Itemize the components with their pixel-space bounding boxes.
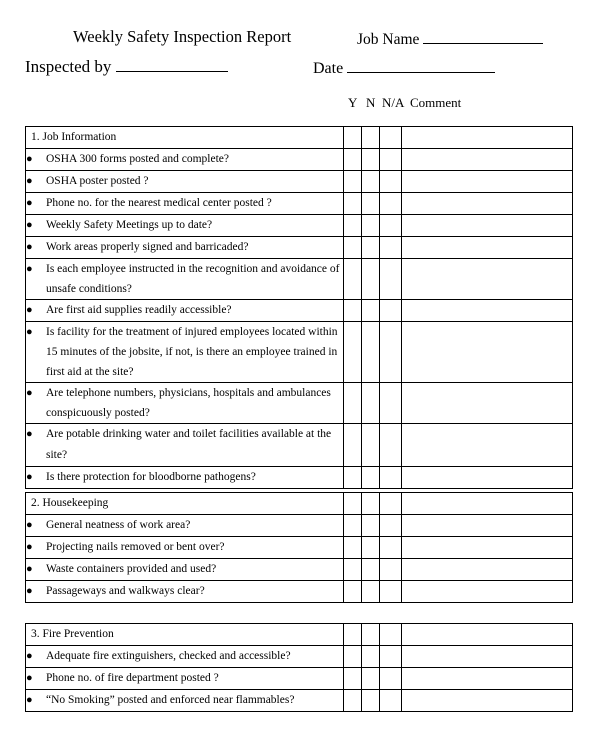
question-text: Are potable drinking water and toilet facilities available at the site? <box>46 428 332 461</box>
check-y[interactable] <box>344 259 362 300</box>
section-job-information <box>25 126 573 489</box>
checklist-row <box>26 259 573 300</box>
bullet-icon: ● <box>26 153 33 165</box>
check-y[interactable] <box>344 193 362 215</box>
bullet-icon: ● <box>26 519 33 531</box>
checklist-row <box>26 515 573 537</box>
comment-cell[interactable] <box>402 193 573 215</box>
check-na[interactable] <box>380 624 402 646</box>
comment-cell[interactable] <box>402 646 573 668</box>
check-n[interactable] <box>362 383 380 424</box>
job-name-line[interactable] <box>423 29 543 44</box>
section-housekeeping <box>25 492 573 603</box>
question-text: Waste containers provided and used? <box>46 563 217 575</box>
check-n[interactable] <box>362 690 380 712</box>
check-y[interactable] <box>344 537 362 559</box>
section-header-row <box>26 493 573 515</box>
check-na[interactable] <box>380 559 402 581</box>
checklist-row <box>26 424 573 467</box>
check-y[interactable] <box>344 624 362 646</box>
check-y[interactable] <box>344 668 362 690</box>
check-y[interactable] <box>344 215 362 237</box>
bullet-icon: ● <box>26 428 33 440</box>
bullet-icon: ● <box>26 585 33 597</box>
bullet-icon: ● <box>26 263 33 275</box>
comment-cell[interactable] <box>402 581 573 603</box>
question-text: General neatness of work area? <box>46 519 191 531</box>
check-n[interactable] <box>362 624 380 646</box>
check-na[interactable] <box>380 127 402 149</box>
checklist-row <box>26 193 573 215</box>
checklist-row <box>26 581 573 603</box>
bullet-icon: ● <box>26 241 33 253</box>
check-na[interactable] <box>380 424 402 467</box>
comment-cell[interactable] <box>402 424 573 467</box>
check-n[interactable] <box>362 424 380 467</box>
inspected-by-label: Inspected by <box>25 57 112 76</box>
check-n[interactable] <box>362 581 380 603</box>
col-header-y: Y <box>348 95 358 110</box>
check-na[interactable] <box>380 383 402 424</box>
job-name-label: Job Name <box>357 31 420 48</box>
question-text: Phone no. of fire department posted ? <box>46 672 219 684</box>
question-text: Projecting nails removed or bent over? <box>46 541 225 553</box>
section-title: 1. Job Information <box>26 127 344 149</box>
comment-cell[interactable] <box>402 322 573 383</box>
section-title: 3. Fire Prevention <box>26 624 344 646</box>
check-na[interactable] <box>380 493 402 515</box>
bullet-icon: ● <box>26 694 33 706</box>
bullet-icon: ● <box>26 650 33 662</box>
section-fire-prevention <box>25 623 573 712</box>
check-y[interactable] <box>344 559 362 581</box>
section-header-row <box>26 624 573 646</box>
bullet-icon: ● <box>26 563 33 575</box>
report-title: Weekly Safety Inspection Report <box>73 27 292 46</box>
question-text: Work areas properly signed and barricaded? <box>46 241 249 253</box>
check-na[interactable] <box>380 149 402 171</box>
check-n[interactable] <box>362 559 380 581</box>
bullet-icon: ● <box>26 387 33 399</box>
section-title: 2. Housekeeping <box>26 493 344 515</box>
checklist-row <box>26 149 573 171</box>
check-y[interactable] <box>344 127 362 149</box>
comment-cell[interactable] <box>402 300 573 322</box>
checklist-row <box>26 237 573 259</box>
check-na[interactable] <box>380 537 402 559</box>
comment-cell[interactable] <box>402 215 573 237</box>
check-y[interactable] <box>344 690 362 712</box>
checklist-row <box>26 690 573 712</box>
comment-cell[interactable] <box>402 624 573 646</box>
question-text: Are first aid supplies readily accessible? <box>46 304 232 316</box>
comment-cell[interactable] <box>402 690 573 712</box>
check-y[interactable] <box>344 149 362 171</box>
comment-cell[interactable] <box>402 171 573 193</box>
check-na[interactable] <box>380 300 402 322</box>
check-y[interactable] <box>344 515 362 537</box>
check-y[interactable] <box>344 322 362 383</box>
check-y[interactable] <box>344 171 362 193</box>
question-text: Is there protection for bloodborne pathogens? <box>46 471 256 483</box>
bullet-icon: ● <box>26 672 33 684</box>
comment-cell[interactable] <box>402 149 573 171</box>
question-text: “No Smoking” posted and enforced near flammables? <box>46 694 295 706</box>
bullet-icon: ● <box>26 304 33 316</box>
col-header-comment: Comment <box>410 95 462 110</box>
check-n[interactable] <box>362 193 380 215</box>
checklist-row <box>26 171 573 193</box>
check-n[interactable] <box>362 668 380 690</box>
question-text: OSHA poster posted ? <box>46 175 149 187</box>
check-n[interactable] <box>362 127 380 149</box>
comment-cell[interactable] <box>402 259 573 300</box>
question-text: Weekly Safety Meetings up to date? <box>46 219 213 231</box>
checklist-row <box>26 537 573 559</box>
question-text: Adequate fire extinguishers, checked and accessible? <box>46 650 291 662</box>
check-y[interactable] <box>344 493 362 515</box>
checklist-row <box>26 383 573 424</box>
comment-cell[interactable] <box>402 537 573 559</box>
check-na[interactable] <box>380 237 402 259</box>
check-y[interactable] <box>344 581 362 603</box>
check-n[interactable] <box>362 300 380 322</box>
check-n[interactable] <box>362 149 380 171</box>
check-na[interactable] <box>380 668 402 690</box>
check-na[interactable] <box>380 215 402 237</box>
bullet-icon: ● <box>26 326 33 338</box>
checklist-row <box>26 215 573 237</box>
section-header-row <box>26 127 573 149</box>
col-header-n: N <box>366 95 376 110</box>
bullet-icon: ● <box>26 197 33 209</box>
check-y[interactable] <box>344 300 362 322</box>
check-y[interactable] <box>344 424 362 467</box>
comment-cell[interactable] <box>402 493 573 515</box>
question-text: Phone no. for the nearest medical center posted ? <box>46 197 272 209</box>
check-na[interactable] <box>380 515 402 537</box>
comment-cell[interactable] <box>402 559 573 581</box>
checklist-row <box>26 322 573 383</box>
bullet-icon: ● <box>26 175 33 187</box>
check-n[interactable] <box>362 259 380 300</box>
check-y[interactable] <box>344 237 362 259</box>
checklist-row <box>26 300 573 322</box>
check-na[interactable] <box>380 171 402 193</box>
question-text: Passageways and walkways clear? <box>46 585 205 597</box>
inspected-by-line[interactable] <box>116 57 228 72</box>
check-y[interactable] <box>344 383 362 424</box>
date-label: Date <box>313 60 344 77</box>
check-na[interactable] <box>380 322 402 383</box>
col-header-na: N/A <box>382 95 405 110</box>
comment-cell[interactable] <box>402 668 573 690</box>
check-n[interactable] <box>362 537 380 559</box>
bullet-icon: ● <box>26 471 33 483</box>
comment-cell[interactable] <box>402 383 573 424</box>
inspected-by-field[interactable] <box>25 57 228 77</box>
checklist-row <box>26 467 573 489</box>
date-field[interactable] <box>313 58 495 78</box>
checklist-row <box>26 668 573 690</box>
check-n[interactable] <box>362 171 380 193</box>
check-n[interactable] <box>362 215 380 237</box>
check-na[interactable] <box>380 259 402 300</box>
check-na[interactable] <box>380 581 402 603</box>
bullet-icon: ● <box>26 219 33 231</box>
check-n[interactable] <box>362 322 380 383</box>
comment-cell[interactable] <box>402 515 573 537</box>
job-name-field[interactable] <box>357 29 543 49</box>
question-text: Is each employee instructed in the recognition and avoidance of unsafe conditions? <box>46 263 340 295</box>
bullet-icon: ● <box>26 541 33 553</box>
check-n[interactable] <box>362 646 380 668</box>
check-na[interactable] <box>380 690 402 712</box>
question-text: Are telephone numbers, physicians, hospitals and ambulances conspicuously posted? <box>46 387 331 419</box>
check-y[interactable] <box>344 467 362 489</box>
comment-cell[interactable] <box>402 467 573 489</box>
check-na[interactable] <box>380 646 402 668</box>
check-n[interactable] <box>362 467 380 489</box>
check-na[interactable] <box>380 193 402 215</box>
question-text: Is facility for the treatment of injured employees located within 15 minutes of the jobsite, if not, is there an employee trained in first aid at the site? <box>46 326 338 378</box>
checklist-row <box>26 559 573 581</box>
question-text: OSHA 300 forms posted and complete? <box>46 153 230 165</box>
check-na[interactable] <box>380 467 402 489</box>
check-y[interactable] <box>344 646 362 668</box>
comment-cell[interactable] <box>402 127 573 149</box>
checklist-row <box>26 646 573 668</box>
check-n[interactable] <box>362 515 380 537</box>
check-n[interactable] <box>362 493 380 515</box>
date-line[interactable] <box>347 58 495 73</box>
check-n[interactable] <box>362 237 380 259</box>
comment-cell[interactable] <box>402 237 573 259</box>
